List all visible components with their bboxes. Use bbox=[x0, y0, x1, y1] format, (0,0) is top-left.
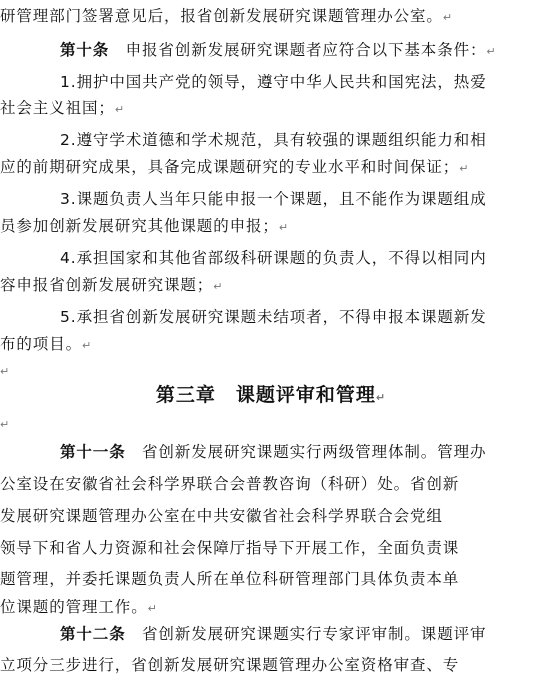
text-line: 立项分三步进行，省创新发展研究课题管理办公室资格审查、专 bbox=[0, 656, 460, 674]
condition-4: 4.承担国家和其他省部级科研课题的负责人，不得以相同内 bbox=[60, 249, 487, 267]
text-line: 研管理部门签署意见后，报省创新发展研究课题管理办公室。↵ bbox=[0, 7, 453, 25]
text-line: 容申报省创新发展研究课题；↵ bbox=[0, 276, 223, 294]
paragraph-mark-icon: ↵ bbox=[375, 391, 386, 404]
paragraph-mark-icon: ↵ bbox=[459, 162, 469, 175]
paragraph-mark-icon: ↵ bbox=[486, 45, 496, 58]
article-10: 第十条 申报省创新发展研究课题者应符合以下基本条件：↵ bbox=[60, 41, 496, 59]
chapter-heading: 第三章 课题评审和管理↵ bbox=[155, 384, 386, 406]
paragraph-mark-icon: ↵ bbox=[278, 221, 289, 234]
paragraph-mark-icon: ↵ bbox=[82, 339, 92, 352]
paragraph-mark-icon: ↵ bbox=[442, 11, 453, 24]
empty-line bbox=[0, 413, 541, 435]
text-line: 位课题的管理工作。↵ bbox=[0, 598, 157, 616]
text-line: 题管理，并委托课题负责人所在单位科研管理部门具体负责本单 bbox=[0, 570, 460, 588]
paragraph-mark-icon: ↵ bbox=[147, 602, 157, 615]
text-line: 应的前期研究成果，具备完成课题研究的专业水平和时间保证；↵ bbox=[0, 158, 469, 176]
text-line: 社会主义祖国；↵ bbox=[0, 99, 125, 117]
article-12: 第十二条 省创新发展研究课题实行专家评审制。课题评审 bbox=[60, 625, 487, 643]
paragraph-mark-icon: ↵ bbox=[0, 365, 10, 378]
paragraph-mark-icon: ↵ bbox=[114, 103, 125, 116]
article-title: 第十二条 bbox=[60, 625, 126, 643]
text-line: 领导下和省人力资源和社会保障厅指导下开展工作，全面负责课 bbox=[0, 539, 460, 557]
article-title: 第十条 bbox=[60, 41, 110, 59]
text-line: 发展研究课题管理办公室在中共安徽省社会科学界联合会党组 bbox=[0, 507, 443, 525]
condition-2: 2.遵守学术道德和学术规范，具有较强的课题组织能力和相 bbox=[60, 131, 487, 149]
text-line: 员参加创新发展研究其他课题的申报；↵ bbox=[0, 217, 289, 235]
article-title: 第十一条 bbox=[60, 443, 126, 461]
paragraph-mark-icon: ↵ bbox=[213, 280, 223, 293]
text-line: 布的项目。↵ bbox=[0, 335, 92, 353]
condition-1: 1.拥护中国共产党的领导，遵守中华人民共和国宪法，热爱 bbox=[60, 73, 487, 91]
article-11: 第十一条 省创新发展研究课题实行两级管理体制。管理办 bbox=[60, 443, 487, 461]
text-line: 公室设在安徽省社会科学界联合会普教咨询（科研）处。省创新 bbox=[0, 475, 460, 493]
empty-line bbox=[0, 360, 541, 382]
paragraph-mark-icon: ↵ bbox=[0, 418, 10, 431]
condition-5: 5.承担省创新发展研究课题未结项者，不得申报本课题新发 bbox=[60, 308, 487, 326]
condition-3: 3.课题负责人当年只能申报一个课题，且不能作为课题组成 bbox=[60, 190, 487, 208]
